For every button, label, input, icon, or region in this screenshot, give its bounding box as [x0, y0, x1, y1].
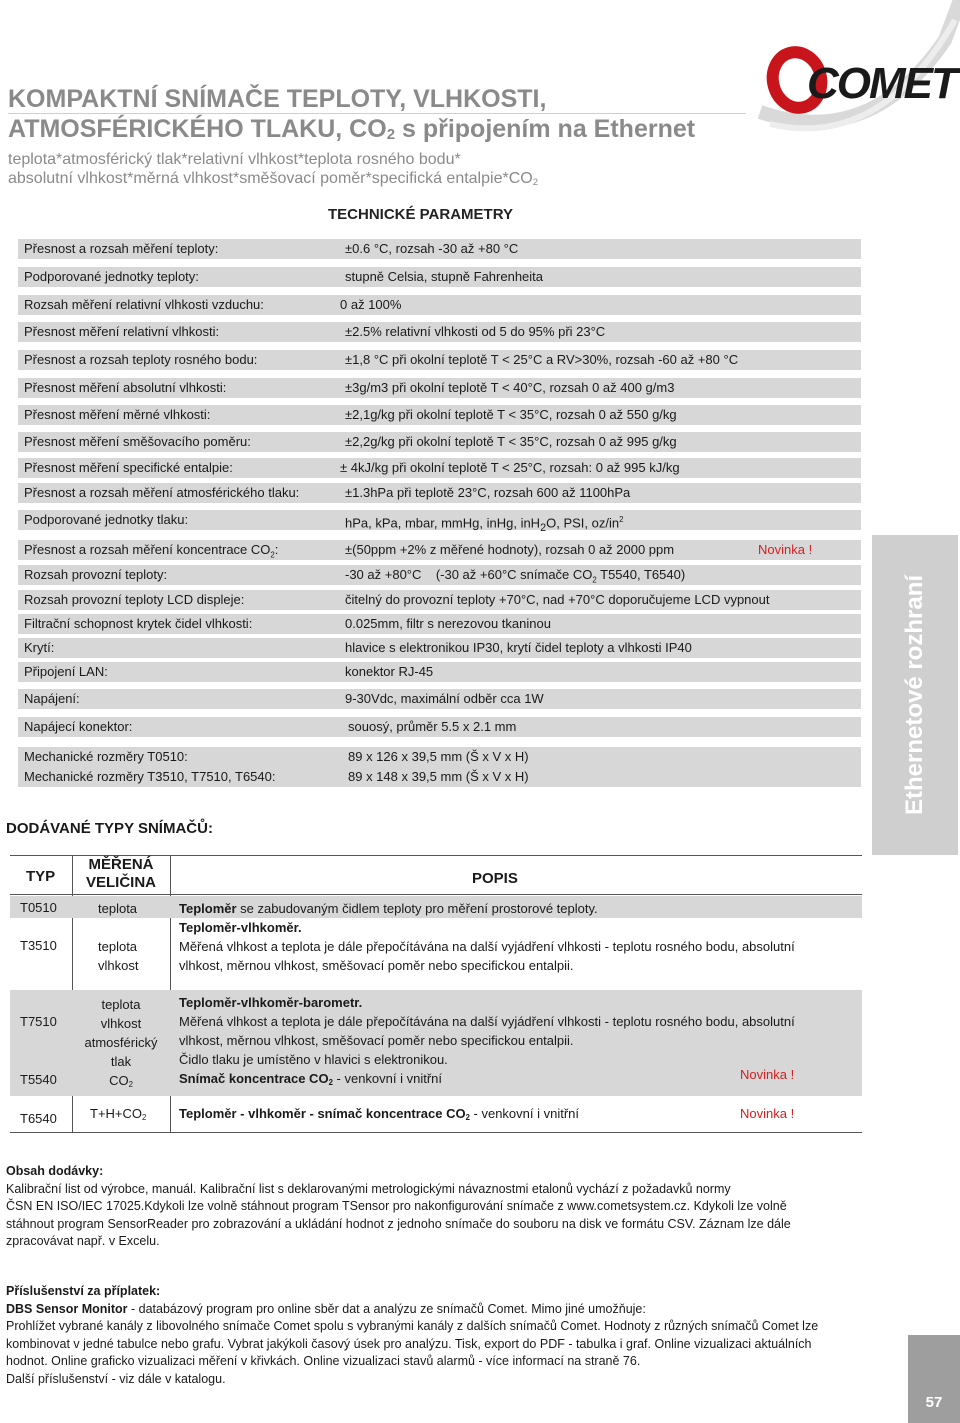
spec-row: Filtrační schopnost krytek čidel vlhkosti: 0.025mm, filtr s nerezovou tkaninou — [18, 614, 861, 634]
side-label-panel — [872, 535, 958, 855]
subtitle-line-2: absolutní vlhkost*měrná vlhkost*směšovací poměr*specifická $entalpie*CO_2$ — [8, 170, 539, 188]
title-line-1: KOMPAKTNÍ SNÍMAČE TEPLOTY, VLHKOSTI, — [8, 85, 547, 113]
title-divider — [8, 113, 746, 114]
col-desc-header: POPIS — [472, 870, 518, 887]
page-number: 57 — [925, 1394, 943, 1411]
spec-row: Přesnost měření směšovacího poměru: ±2,2g/kg při okolní teplotě T < 35°C, rozsah 0 až 995 g/kg — [18, 432, 861, 452]
type-code: T5540 — [20, 1072, 57, 1087]
spec-row: Přesnost a rozsah měření atmosférického tlaku: ±1.3hPa při teplotě 23°C, rozsah 600 až 1100hPa — [18, 483, 861, 503]
accessories-section: Příslušenství za příplatek: DBS Sensor Monitor - databázový program pro online sběr dat a analýzu ze snímačů Comet. Mimo jiné umožňuje: Prohlížet vybrané kanály z libovolného snímače Comet spolu s vybranými kanály z dalších snímačů Comet. Hodnoty z různých snímačů Comet lze kombinovat v jedné tabulce nebo grafu. Vybrat jakýkoli časový úsek pro analýzu. Tisk, export do PDF - tabulka i graf. Online vizualizaci aktuálních hodnot. Online graficko vizualizaci měření v křivkách. Online vizualizaci stavů alarmů - více informací na straně 76. Další příslušenství - viz dále v katalogu. — [6, 1284, 819, 1386]
new-badge: Novinka ! — [740, 1067, 795, 1082]
type-code: T7510 — [20, 1014, 57, 1029]
type-code: T6540 — [20, 1111, 57, 1126]
page-title — [8, 84, 768, 150]
spec-row: Podporované jednotky tlaku: hPa, kPa, mbar, mmHg, inHg, inH$_2$O, PSI, $oz/in^2$ — [18, 510, 861, 530]
spec-row: Přesnost měření absolutní vlhkosti: ±3g/m3 při okolní teplotě T < 40°C, rozsah 0 až 400 g/m3 — [18, 378, 861, 398]
tech-params-heading: TECHNICKÉ PARAMETRY — [328, 206, 514, 223]
new-badge: Novinka ! — [758, 542, 813, 557]
type-description: Teploměr-vlhkoměr. Měřená vlhkost a teplota je dále přepočítávána na další vyjádření vlhkosti - teplotu rosného bodu, absolutní vlhkost, měrnou vlhkost, směšovací poměr nebo specifickou entalpii. — [179, 920, 795, 973]
page-number-tab — [908, 1335, 960, 1423]
spec-row: Napájecí konektor: souosý, průměr 5.5 x 2.1 mm — [18, 717, 861, 737]
col-qty-header: MĚŘENÁ VELIČINA — [85, 856, 156, 891]
type-description: Teploměr-vlhkoměr-barometr. Měřená vlhkost a teplota je dále přepočítávána na další vyjádření vlhkosti - teplotu rosného bodu, absolutní vlhkost, měrnou vlhkost, směšovací poměr nebo specifickou entalpii. Čidlo tlaku je umístěno v hlavici s elektronikou. Snímač koncentrace $CO_2$ - venkovní i vnitřní — [179, 995, 795, 1087]
type-quantity: teplota — [98, 901, 138, 916]
spec-row: Připojení LAN: konektor RJ-45 — [18, 662, 861, 682]
table-bottom-rule — [10, 1132, 862, 1133]
spec-row: Přesnost a rozsah teploty rosného bodu: ±1,8 °C při okolní teplotě T < 25°C a RV>30%, rozsah -60 až +80 °C — [18, 350, 861, 370]
spec-row: Podporované jednotky teploty: stupně Celsia, stupně Fahrenheita — [18, 267, 861, 287]
spec-row: Mechanické rozměry T0510: 89 x 126 x 39,5 mm (Š x V x H) — [18, 747, 861, 767]
spec-row: Rozsah měření relativní vlhkosti vzduchu: 0 až 100% — [18, 295, 861, 315]
type-code: T3510 — [20, 938, 57, 953]
comet-logo — [765, 40, 956, 115]
spec-row: Napájení: 9-30Vdc, maximální odběr cca 1W — [18, 689, 861, 709]
page-subtitle — [8, 150, 768, 192]
type-quantity: teplota vlhkost atmosférický tlak $CO_2$ — [84, 997, 158, 1089]
type-description: Teploměr se zabudovaným čidlem teploty pro měření prostorové teploty. — [179, 901, 598, 916]
types-heading: DODÁVANÉ TYPY SNÍMAČŮ: — [6, 820, 213, 837]
col-type-header: TYP — [26, 868, 56, 885]
side-label: Ethernetové rozhraní — [901, 574, 928, 816]
spec-row: Rozsah provozní teploty: -30 až +80°C (-30 až +60°C snímače $CO_2$ T5540, T6540) — [18, 565, 861, 585]
spec-row: Přesnost a rozsah měření koncentrace $CO_2$: ±(50ppm +2% z měřené hodnoty), rozsah 0 až 2000 ppm Novinka ! — [18, 540, 861, 560]
svg-text:COMET: COMET — [807, 59, 956, 108]
type-code: T0510 — [20, 900, 57, 915]
subtitle-line-1: teplota*atmosférický tlak*relativní vlhkost*teplota rosného bodu* — [8, 151, 461, 168]
spec-row: Krytí: hlavice s elektronikou IP30, krytí čidel teploty a vlhkosti IP40 — [18, 638, 861, 658]
title-line-2: ATMOSFÉRICKÉHO TLAKU, $CO_2$ s připojením na Ethernet — [8, 115, 696, 143]
type-quantity: teplota vlhkost — [98, 939, 139, 973]
spec-row: Mechanické rozměry T3510, T7510, T6540: 89 x 148 x 39,5 mm (Š x V x H) — [18, 767, 861, 787]
spec-row: Přesnost a rozsah měření teploty: ±0.6 °C, rozsah -30 až +80 °C — [18, 239, 861, 259]
table-header-rule — [10, 894, 862, 895]
spec-row: Přesnost měření relativní vlhkosti: ±2.5% relativní vlhkosti od 5 do 95% při 23°C — [18, 322, 861, 342]
type-quantity: $T+H+CO_2$ — [90, 1106, 147, 1122]
spec-row: Rozsah provozní teploty LCD displeje: čitelný do provozní teploty +70°C, nad +70°C doporučujeme LCD vypnout — [18, 590, 861, 610]
new-badge: Novinka ! — [740, 1106, 795, 1121]
delivery-section: Obsah dodávky: Kalibrační list od výrobce, manuál. Kalibrační list s deklarovanými metrologickými návaznostmi etalonů vychází z požadavků normy ČSN EN ISO/IEC 17025.Kdykoli lze volně stáhnout program TSensor pro nakonfigurování snímače z www.cometsystem.cz. Kdykoli lze volně stáhnout program SensorReader pro zobrazování a ukládání hodnot z jednoho snímače do souboru na disk ve formátu CSV. Záznam lze dále zpracovávat např. v Excelu. — [6, 1164, 791, 1248]
spec-row: Přesnost měření měrné vlhkosti: ±2,1g/kg při okolní teplotě T < 35°C, rozsah 0 až 550 g/kg — [18, 405, 861, 425]
type-description: Teploměr - vlhkoměr - snímač koncentrace $CO_2$ - venkovní i vnitřní — [179, 1106, 580, 1122]
spec-row: Přesnost měření specifické entalpie: ± 4kJ/kg při okolní teplotě T < 25°C, rozsah: 0 až 995 kJ/kg — [18, 458, 861, 478]
